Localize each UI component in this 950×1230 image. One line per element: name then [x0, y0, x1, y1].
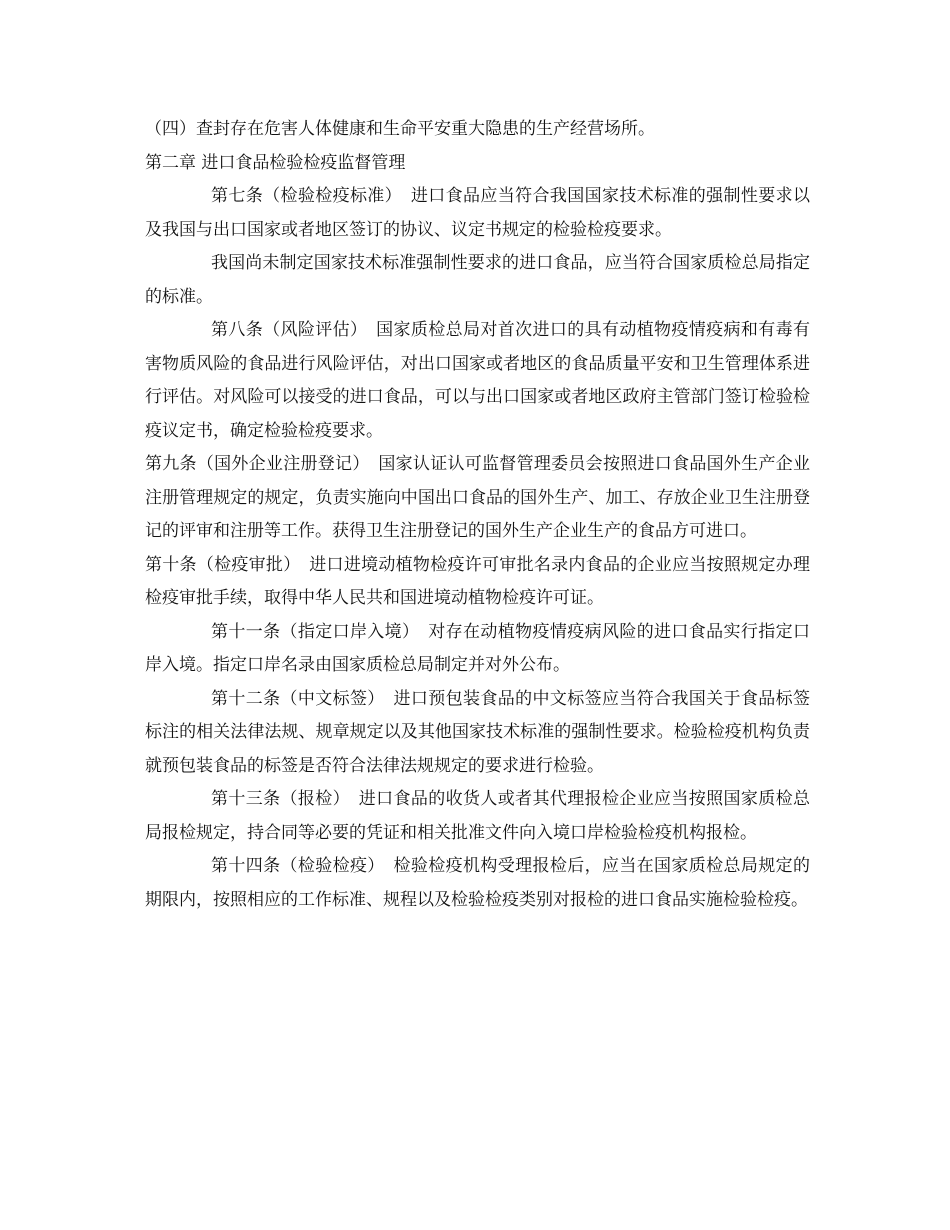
article-7-paragraph: 第七条（检验检疫标准） 进口食品应当符合我国国家技术标准的强制性要求以及我国与出口国家或者地区签订的协议、议定书规定的检验检疫要求。 — [145, 186, 810, 240]
article-10-paragraph: 第十条（检疫审批） 进口进境动植物检疫许可审批名录内食品的企业应当按照规定办理检疫审批手续，取得中华人民共和国进境动植物检疫许可证。 — [145, 554, 810, 608]
article-13-paragraph: 第十三条（报检） 进口食品的收货人或者其代理报检企业应当按照国家质检总局报检规定，持合同等必要的凭证和相关批准文件向入境口岸检验检疫机构报检。 — [145, 789, 810, 843]
chapter-heading: 第二章 进口食品检验检疫监督管理 — [145, 152, 406, 173]
article-7-supplement-paragraph: 我国尚未制定国家技术标准强制性要求的进口食品，应当符合国家质检总局指定的标准。 — [145, 253, 810, 307]
paragraph-item-4: （四）查封存在危害人体健康和生命平安重大隐患的生产经营场所。 — [145, 119, 655, 139]
document-body — [145, 113, 810, 917]
article-11-paragraph: 第十一条（指定口岸入境） 对存在动植物疫情疫病风险的进口食品实行指定口岸入境。指定口岸名录由国家质检总局制定并对外公布。 — [145, 621, 810, 675]
article-8-paragraph: 第八条（风险评估） 国家质检总局对首次进口的具有动植物疫情疫病和有毒有害物质风险的食品进行风险评估，对出口国家或者地区的食品质量平安和卫生管理体系进行评估。对风险可以接受的进口食品，可以与出口国家或者地区政府主管部门签订检验检疫议定书，确定检验检疫要求。 — [145, 320, 810, 441]
article-9-paragraph: 第九条（国外企业注册登记） 国家认证认可监督管理委员会按照进口食品国外生产企业注册管理规定的规定，负责实施向中国出口食品的国外生产、加工、存放企业卫生注册登记的评审和注册等工作。获得卫生注册登记的国外生产企业生产的食品方可进口。 — [145, 454, 810, 541]
article-14-paragraph: 第十四条（检验检疫） 检验检疫机构受理报检后，应当在国家质检总局规定的期限内，按照相应的工作标准、规程以及检验检疫类别对报检的进口食品实施检验检疫。 — [145, 856, 810, 910]
article-12-paragraph: 第十二条（中文标签） 进口预包装食品的中文标签应当符合我国关于食品标签标注的相关法律法规、规章规定以及其他国家技术标准的强制性要求。检验检疫机构负责就预包装食品的标签是否符合法律法规规定的要求进行检验。 — [145, 688, 810, 776]
